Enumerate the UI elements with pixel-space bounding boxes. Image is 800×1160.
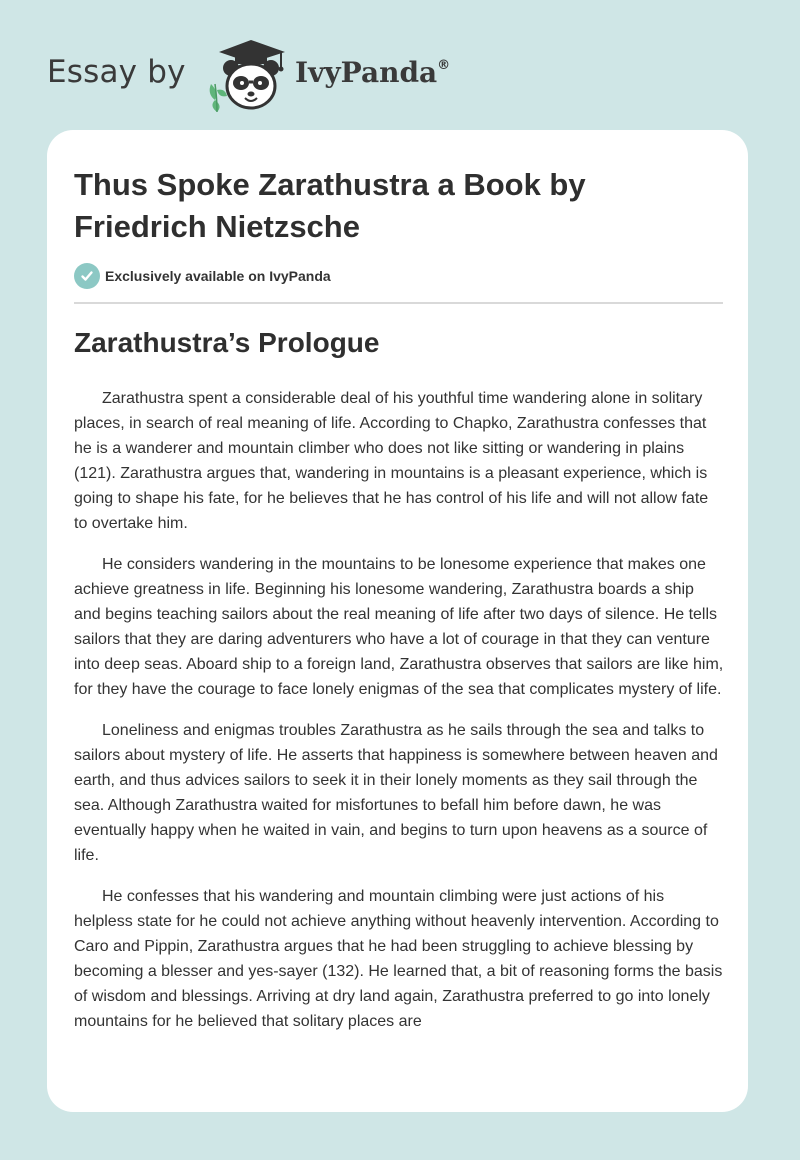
exclusive-badge xyxy=(74,263,331,289)
exclusive-badge-label: Exclusively available on IvyPanda xyxy=(105,268,331,284)
divider xyxy=(74,302,723,304)
brand-name: IvyPanda xyxy=(295,56,438,89)
essay-by-label: Essay by xyxy=(47,54,186,90)
ivypanda-logo-icon[interactable] xyxy=(205,36,289,112)
section-title: Zarathustra’s Prologue xyxy=(74,327,380,358)
checkmark-icon xyxy=(74,263,100,289)
essay-card xyxy=(47,130,748,1112)
paragraph: He considers wandering in the mountains to be lonesome experience that makes one achieve greatness in life. Beginning his lonesome wandering, Zarathustra boards a ship and begins teaching sailors about the real meaning of life after two days of silence. He tells sailors that they are daring adventurers who have a lot of courage in that they can venture into deep seas. Aboard ship to a foreign land, Zarathustra observes that sailors are like him, for they have the courage to face lonely enigmas of the sea that complicates mystery of life. xyxy=(74,556,724,698)
ivypanda-brand[interactable] xyxy=(295,56,450,89)
site-header xyxy=(47,34,547,114)
paragraph: Loneliness and enigmas troubles Zarathustra as he sails through the sea and talks to sailors about mystery of life. He asserts that happiness is somewhere between heaven and earth, and thus advices sailors to seek it in their lonely moments as they sail through the sea. Although Zarathustra waited for misfortunes to befall him before dawn, he was eventually happy when he waited in vain, and begins to turn upon heavens as a source of life. xyxy=(74,722,718,864)
registered-mark: ® xyxy=(437,57,451,73)
essay-title: Thus Spoke Zarathustra a Book by Friedrich Nietzsche xyxy=(74,167,586,244)
paragraph: He confesses that his wandering and mountain climbing were just actions of his helpless state for he could not achieve anything without heavenly intervention. According to Caro and Pippin, Zarathustra argues that he had been struggling to achieve blessing by becoming a blesser and yes-sayer (132). He learned that, a bit of reasoning forms the basis of wisdom and blessings. Arriving at dry land again, Zarathustra preferred to go into lonely mountains for he believed that solitary places are xyxy=(74,888,723,1030)
paragraph: Zarathustra spent a considerable deal of his youthful time wandering alone in solitary places, in search of real meaning of life. According to Chapko, Zarathustra confesses that he is a wanderer and mountain climber who does not like sitting or wandering in plains (121). Zarathustra argues that, wandering in mountains is a pleasant experience, which is going to shape his fate, for he believes that he has control of his life and will not allow fate to overtake him. xyxy=(74,390,709,532)
essay-body xyxy=(74,386,725,1050)
